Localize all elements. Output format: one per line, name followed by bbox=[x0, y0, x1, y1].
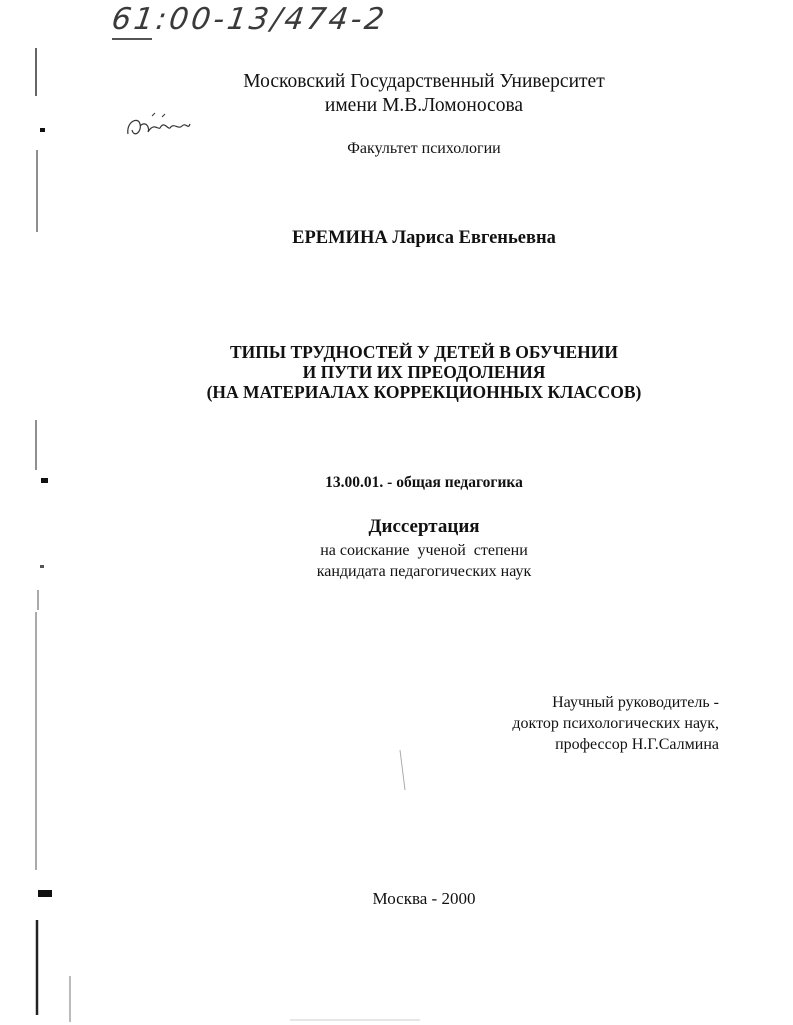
degree-line-1: на соискание ученой степени bbox=[320, 542, 528, 559]
supervisor-line-2: доктор психологических наук, bbox=[512, 715, 719, 732]
author-name: ЕРЕМИНА Лариса Евгеньевна bbox=[292, 228, 556, 248]
city-year: Москва - 2000 bbox=[372, 889, 476, 908]
degree-line-2: кандидата педагогических наук bbox=[316, 563, 532, 580]
dissertation-heading: Диссертация bbox=[368, 516, 480, 537]
archive-code-underline bbox=[112, 38, 152, 40]
supervisor-block bbox=[512, 692, 719, 755]
supervisor-line-3: профессор Н.Г.Салмина bbox=[555, 736, 719, 753]
archive-code-handwritten: 61:00-13/474-2 bbox=[109, 2, 390, 37]
dissertation-title bbox=[0, 342, 793, 402]
university-line-1: Московский Государственный Университет bbox=[243, 71, 605, 92]
title-line-3: (НА МАТЕРИАЛАХ КОРРЕКЦИОННЫХ КЛАССОВ) bbox=[206, 382, 642, 402]
university-name bbox=[0, 70, 793, 118]
university-line-2: имени М.В.Ломоносова bbox=[324, 95, 524, 116]
supervisor-line-1: Научный руководитель - bbox=[552, 694, 719, 711]
specialty-code: 13.00.01. - общая педагогика bbox=[325, 474, 523, 491]
degree-description bbox=[0, 540, 793, 582]
faculty-name: Факультет психологии bbox=[347, 140, 501, 157]
title-line-1: ТИПЫ ТРУДНОСТЕЙ У ДЕТЕЙ В ОБУЧЕНИИ bbox=[230, 342, 618, 362]
title-line-2: И ПУТИ ИХ ПРЕОДОЛЕНИЯ bbox=[302, 362, 546, 382]
